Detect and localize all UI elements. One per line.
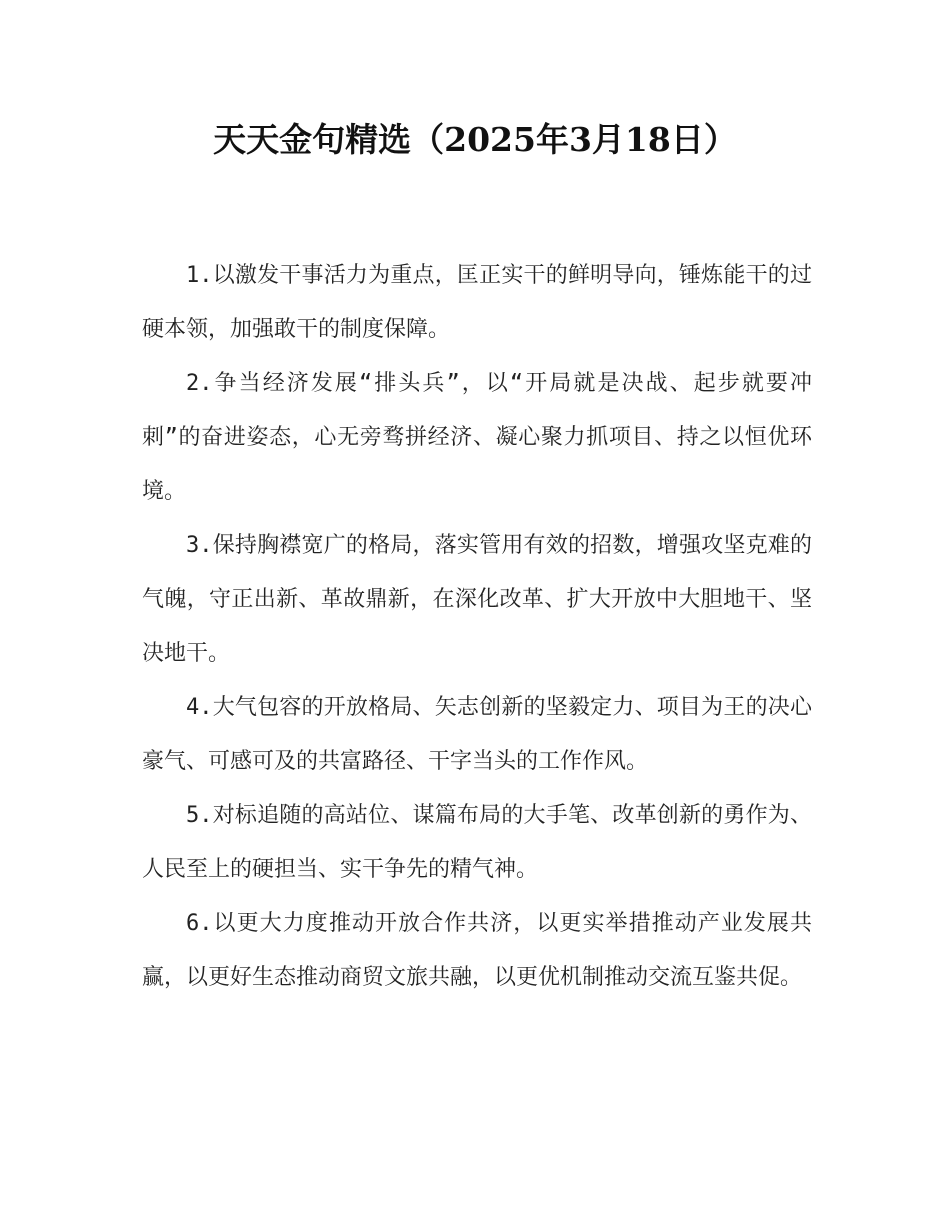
paragraph-4: 4.大气包容的开放格局、矢志创新的坚毅定力、项目为王的决心豪气、可感可及的共富路径、干字当头的工作作风。 [142, 695, 812, 774]
paragraph-5: 5.对标追随的高站位、谋篇布局的大手笔、改革创新的勇作为、人民至上的硬担当、实干争先的精气神。 [142, 803, 812, 882]
paragraph-3: 3.保持胸襟宽广的格局，落实管用有效的招数，增强攻坚克难的气魄，守正出新、革故鼎新，在深化改革、扩大开放中大胆地干、坚决地干。 [142, 533, 812, 666]
document-body [142, 249, 812, 1005]
paragraph-2: 2.争当经济发展“排头兵”，以“开局就是决战、起步就要冲刺”的奋进姿态，心无旁骛拼经济、凝心聚力抓项目、持之以恒优环境。 [142, 371, 812, 504]
paragraph-1: 1.以激发干事活力为重点，匡正实干的鲜明导向，锤炼能干的过硬本领，加强敢干的制度保障。 [142, 263, 812, 342]
paragraph-6: 6.以更大力度推动开放合作共济，以更实举措推动产业发展共赢，以更好生态推动商贸文旅共融，以更优机制推动交流互鉴共促。 [142, 911, 812, 990]
document-title: 天天金句精选（2025年3月18日） [213, 120, 737, 159]
